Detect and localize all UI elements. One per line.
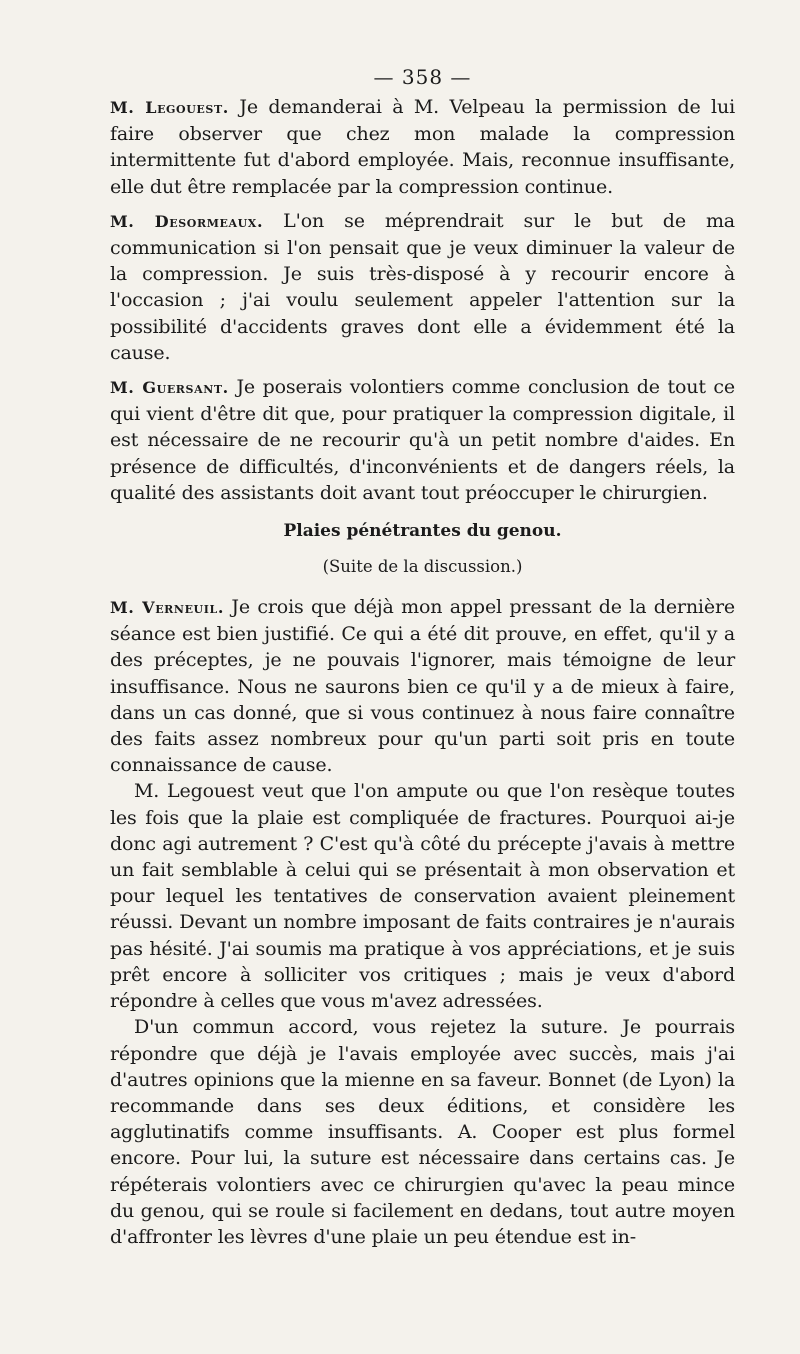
paragraph-legouest-response — [110, 778, 735, 1014]
section-title: Plaies pénétrantes du genou. — [283, 521, 562, 542]
speaker-name: M. Verneuil. — [110, 598, 224, 618]
paragraph-text: M. Legouest veut que l'on ampute ou que l'on resèque toutes les fois que la plaie est compliquée de fractures. Pourquoi ai-je donc agi autrement ? C'est qu'à côté du précepte j'avais à mettre un fait semblable à celui qui se présentait à mon observation et pour lequel les tentatives de conservation avaient pleinement réussi. Devant un nombre imposant de faits contraires je n'aurais pas hésité. J'ai soumis ma pratique à vos appréciations, et je suis prêt encore à solliciter vos critiques ; mais je veux d'abord répondre à celles que vous m'avez adressées. — [110, 780, 735, 1013]
paragraph-text: Je poserais volontiers comme conclusion de tout ce qui vient d'être dit que, pour pratiquer la compression digitale, il est nécessaire de ne recourir qu'à un petit nombre d'aides. En présence de difficultés, d'inconvénients et de dangers réels, la qualité des assistants doit avant tout préoccuper le chirurgien. — [110, 376, 735, 504]
section-subtitle: (Suite de la discussion.) — [322, 557, 523, 577]
paragraph-text: L'on se méprendrait sur le but de ma communication si l'on pensait que je veux diminuer la valeur de la compression. Je suis très-disposé à y recourir encore à l'occasion ; j'ai voulu seulement appeler l'attention sur la possibilité d'accidents graves dont elle a évidemment été la cause. — [110, 209, 735, 364]
document-page — [110, 62, 735, 1250]
paragraph-legouest — [110, 94, 735, 200]
paragraph-suture — [110, 1014, 735, 1250]
speaker-name: M. Desormeaux. — [110, 211, 264, 231]
speaker-name: M. Legouest. — [110, 98, 229, 117]
paragraph-text: D'un commun accord, vous rejetez la suture. Je pourrais répondre que déjà je l'avais employée avec succès, mais j'ai d'autres opinions que la mienne en sa faveur. Bonnet (de Lyon) la recommande dans ses deux éditions, et considère les agglutinatifs comme insuffisants. A. Cooper est plus formel encore. Pour lui, la suture est nécessaire dans certains cas. Je répéterais volontiers avec ce chirurgien qu'avec la peau mince du genou, qui se roule si facilement en dedans, tout autre moyen d'affronter les lèvres d'une plaie un peu étendue est in- — [110, 1016, 735, 1248]
page-number: — 358 — — [373, 65, 472, 89]
paragraph-desormeaux — [110, 208, 735, 366]
paragraph-verneuil — [110, 594, 735, 778]
paragraph-text: Je crois que déjà mon appel pressant de la dernière séance est bien justifié. Ce qui a été dit prouve, en effet, qu'il y a des préceptes, je ne pouvais l'ignorer, mais témoigne de leur insuffisance. Nous ne saurons bien ce qu'il y a de mieux à faire, dans un cas donné, que si vous continuez à nous faire connaître des faits assez nombreux pour qu'un parti soit pris en toute connaissance de cause. — [110, 596, 735, 777]
paragraph-guersant — [110, 374, 735, 506]
paragraph-text: Je demanderai à M. Velpeau la permission de lui faire observer que chez mon malade la compression intermittente fut d'abord employée. Mais, reconnue insuffisante, elle dut être remplacée par la compression continue. — [110, 96, 735, 198]
speaker-name: M. Guersant. — [110, 378, 229, 398]
